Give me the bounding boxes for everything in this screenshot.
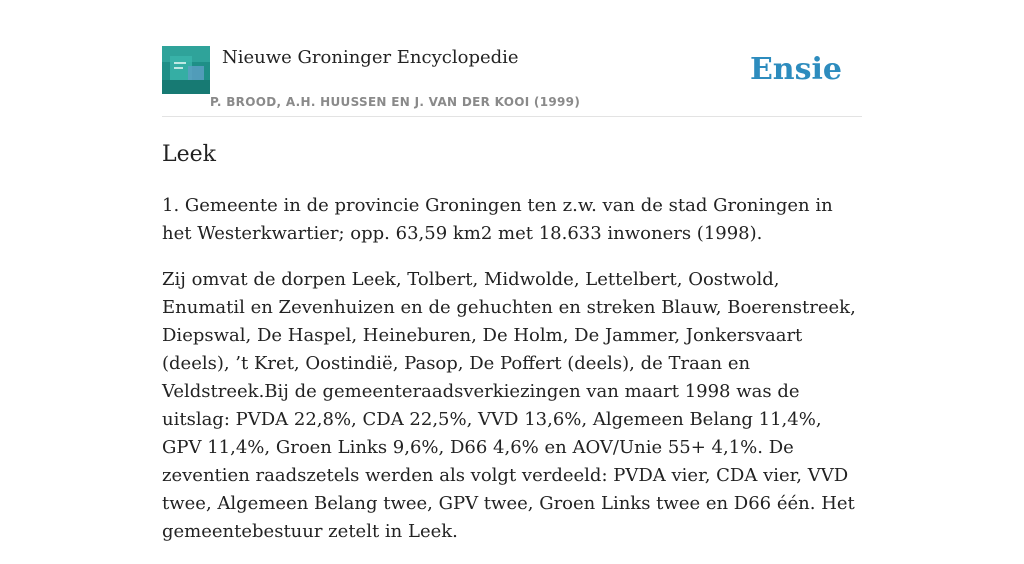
book-authors: P. BROOD, A.H. HUUSSEN EN J. VAN DER KOOI (1999) <box>210 95 581 109</box>
entry-paragraph: Zij omvat de dorpen Leek, Tolbert, Midwolde, Lettelbert, Oostwold, Enumatil en Zevenhuizen en de gehuchten en streken Blauw, Boerenstreek, Diepswal, De Haspel, Heineburen, De Holm, De Jammer, Jonkersvaart (deels), ’t Kret, Oostindië, Pasop, De Poffert (deels), de Traan en Veldstreek.Bij de gemeenteraadsverkiezingen van maart 1998 was de uitslag: PVDA 22,8%, CDA 22,5%, VVD 13,6%, Algemeen Belang 11,4%, GPV 11,4%, Groen Links 9,6%, D66 4,6% en AOV/Unie 55+ 4,1%. De zeventien raadszetels werden als volgt verdeeld: PVDA vier, CDA vier, VVD twee, Algemeen Belang twee, GPV twee, Groen Links twee en D66 één. Het gemeentebestuur zetelt in Leek. <box>162 269 856 542</box>
entry-paragraph: 1. Gemeente in de provincie Groningen ten z.w. van de stad Groningen in het Westerkwartier; opp. 63,59 km2 met 18.633 inwoners (1998). <box>162 195 833 244</box>
entry-content <box>162 192 862 564</box>
ensie-logo-link[interactable]: Ensie <box>749 52 842 87</box>
source-header <box>162 46 862 117</box>
book-cover-icon[interactable] <box>162 46 210 94</box>
entry-title: Leek <box>162 142 216 167</box>
book-title-link[interactable]: Nieuwe Groninger Encyclopedie <box>222 47 519 68</box>
